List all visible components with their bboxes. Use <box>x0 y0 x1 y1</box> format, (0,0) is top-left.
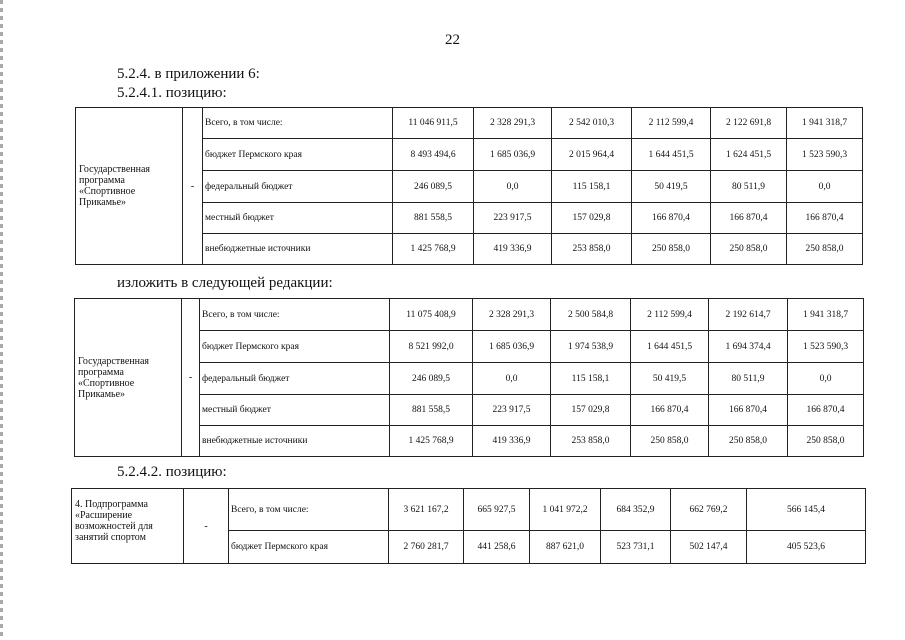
value-cell: 665 927,5 <box>464 489 530 531</box>
value-cell: 502 147,4 <box>671 531 747 564</box>
row-name: Всего, в том числе: <box>203 108 393 139</box>
value-cell: 2 122 691,8 <box>711 108 787 139</box>
value-cell: 662 769,2 <box>671 489 747 531</box>
value-cell: 419 336,9 <box>474 234 552 265</box>
value-cell: 250 858,0 <box>787 234 863 265</box>
value-cell: 8 493 494,6 <box>393 139 474 171</box>
value-cell: 80 511,9 <box>711 171 787 203</box>
value-cell: 250 858,0 <box>709 426 788 457</box>
value-cell: 250 858,0 <box>711 234 787 265</box>
value-cell: 0,0 <box>474 171 552 203</box>
value-cell: 1 644 451,5 <box>631 331 709 363</box>
value-cell: 157 029,8 <box>551 395 631 426</box>
value-cell: 8 521 992,0 <box>390 331 473 363</box>
value-cell: 2 112 599,4 <box>631 299 709 331</box>
value-cell: 566 145,4 <box>747 489 866 531</box>
value-cell: 1 041 972,2 <box>530 489 601 531</box>
row-name: местный бюджет <box>200 395 390 426</box>
value-cell: 253 858,0 <box>551 426 631 457</box>
value-cell: 223 917,5 <box>473 395 551 426</box>
value-cell: 887 621,0 <box>530 531 601 564</box>
dash-cell: - <box>183 108 203 265</box>
value-cell: 166 870,4 <box>711 203 787 234</box>
value-cell: 881 558,5 <box>390 395 473 426</box>
value-cell: 166 870,4 <box>632 203 711 234</box>
value-cell: 881 558,5 <box>393 203 474 234</box>
value-cell: 11 046 911,5 <box>393 108 474 139</box>
page-number: 22 <box>445 32 460 48</box>
value-cell: 246 089,5 <box>393 171 474 203</box>
value-cell: 2 760 281,7 <box>389 531 464 564</box>
program-name: Государственная программа «Спортивное Прикамье» <box>76 108 183 265</box>
value-cell: 250 858,0 <box>788 426 864 457</box>
row-name: бюджет Пермского края <box>229 531 389 564</box>
value-cell: 1 523 590,3 <box>787 139 863 171</box>
value-cell: 166 870,4 <box>788 395 864 426</box>
value-cell: 1 694 374,4 <box>709 331 788 363</box>
value-cell: 1 941 318,7 <box>787 108 863 139</box>
row-name: внебюджетные источники <box>203 234 393 265</box>
value-cell: 1 941 318,7 <box>788 299 864 331</box>
scan-edge <box>0 0 3 640</box>
heading-section: 5.2.4. в приложении 6: <box>117 66 260 82</box>
value-cell: 115 158,1 <box>552 171 632 203</box>
budget-table-old <box>75 107 863 265</box>
dash-cell: - <box>184 489 229 564</box>
value-cell: 405 523,6 <box>747 531 866 564</box>
value-cell: 2 542 010,3 <box>552 108 632 139</box>
value-cell: 250 858,0 <box>632 234 711 265</box>
value-cell: 2 328 291,3 <box>474 108 552 139</box>
budget-table-new <box>74 298 864 457</box>
value-cell: 50 419,5 <box>631 363 709 395</box>
value-cell: 2 192 614,7 <box>709 299 788 331</box>
value-cell: 684 352,9 <box>601 489 671 531</box>
value-cell: 2 328 291,3 <box>473 299 551 331</box>
value-cell: 80 511,9 <box>709 363 788 395</box>
value-cell: 246 089,5 <box>390 363 473 395</box>
heading-new-edition: изложить в следующей редакции: <box>117 275 333 291</box>
value-cell: 3 621 167,2 <box>389 489 464 531</box>
value-cell: 0,0 <box>473 363 551 395</box>
program-name: Государственная программа «Спортивное Прикамье» <box>75 299 182 457</box>
row-name: федеральный бюджет <box>203 171 393 203</box>
value-cell: 1 425 768,9 <box>393 234 474 265</box>
value-cell: 223 917,5 <box>474 203 552 234</box>
value-cell: 2 112 599,4 <box>632 108 711 139</box>
value-cell: 50 419,5 <box>632 171 711 203</box>
value-cell: 419 336,9 <box>473 426 551 457</box>
value-cell: 1 644 451,5 <box>632 139 711 171</box>
row-name: внебюджетные источники <box>200 426 390 457</box>
value-cell: 0,0 <box>788 363 864 395</box>
subprogram-name: 4. Подпрограмма «Расширение возможностей для занятий спортом <box>72 489 184 564</box>
value-cell: 2 015 964,4 <box>552 139 632 171</box>
row-name: бюджет Пермского края <box>200 331 390 363</box>
value-cell: 2 500 584,8 <box>551 299 631 331</box>
row-name: федеральный бюджет <box>200 363 390 395</box>
row-name: Всего, в том числе: <box>200 299 390 331</box>
value-cell: 1 624 451,5 <box>711 139 787 171</box>
row-name: бюджет Пермского края <box>203 139 393 171</box>
value-cell: 1 974 538,9 <box>551 331 631 363</box>
subprogram-table <box>71 488 866 564</box>
dash-cell: - <box>182 299 200 457</box>
value-cell: 1 685 036,9 <box>474 139 552 171</box>
value-cell: 166 870,4 <box>631 395 709 426</box>
value-cell: 523 731,1 <box>601 531 671 564</box>
value-cell: 250 858,0 <box>631 426 709 457</box>
row-name: Всего, в том числе: <box>229 489 389 531</box>
value-cell: 1 425 768,9 <box>390 426 473 457</box>
heading-position-1: 5.2.4.1. позицию: <box>117 85 227 101</box>
value-cell: 1 685 036,9 <box>473 331 551 363</box>
heading-position-2: 5.2.4.2. позицию: <box>117 464 227 480</box>
value-cell: 253 858,0 <box>552 234 632 265</box>
value-cell: 0,0 <box>787 171 863 203</box>
value-cell: 157 029,8 <box>552 203 632 234</box>
value-cell: 11 075 408,9 <box>390 299 473 331</box>
row-name: местный бюджет <box>203 203 393 234</box>
value-cell: 115 158,1 <box>551 363 631 395</box>
value-cell: 441 258,6 <box>464 531 530 564</box>
value-cell: 166 870,4 <box>787 203 863 234</box>
value-cell: 166 870,4 <box>709 395 788 426</box>
value-cell: 1 523 590,3 <box>788 331 864 363</box>
